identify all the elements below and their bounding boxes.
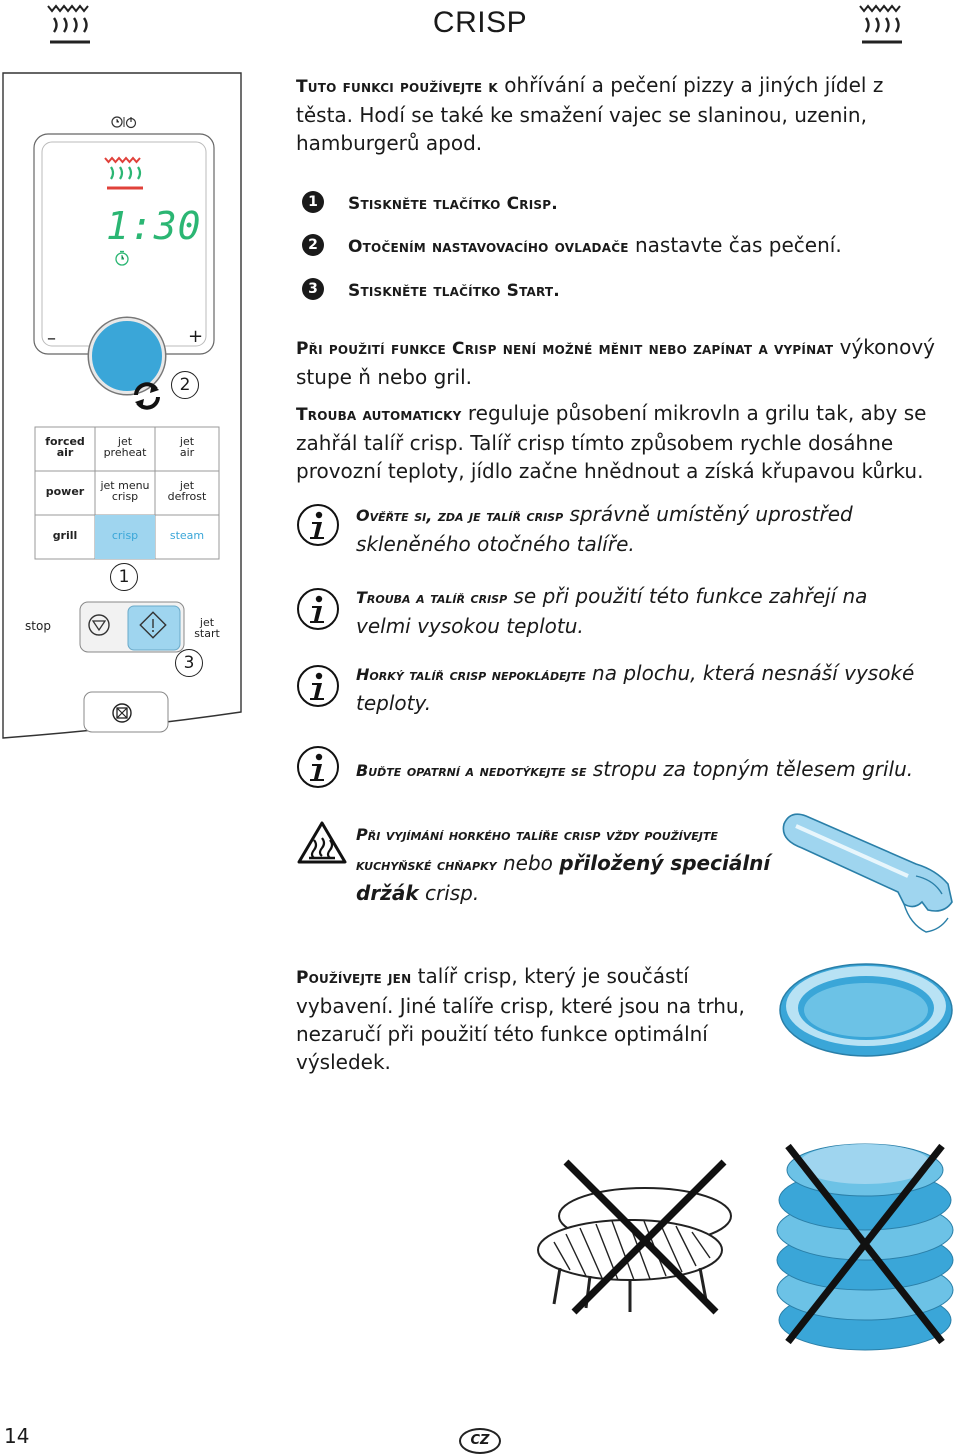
crisp-button[interactable]: crisp — [111, 529, 139, 542]
forced-air-button[interactable]: forced air — [45, 435, 85, 459]
note-grill-ceiling: Buďte opatrní a nedotýkejte se stropu za topným tělesem grilu. — [356, 757, 914, 781]
step-2-number: 2 — [302, 234, 324, 256]
crisp-restriction-paragraph: Při použití funkce Crisp není možné měnit nebo zapínat a vypínat výkonový stupe ň nebo gril. — [296, 335, 935, 389]
jet-menu-crisp-button[interactable]: jet menu crisp — [100, 479, 150, 503]
warning-handler-text: Při vyjímání horkého talíře crisp vždy používejte kuchyňské chňapky nebo přiložený speciální držák crisp. — [356, 825, 771, 905]
display-time: 1:30 — [106, 204, 202, 248]
step-1: Stiskněte tlačítko Crisp. — [348, 194, 558, 214]
jet-preheat-button[interactable]: jet preheat — [103, 435, 147, 459]
callout-3: 3 — [175, 649, 203, 677]
oven-regulation-paragraph: Trouba automaticky reguluje působení mikrovln a grilu tak, aby se zahřál talíř crisp. Talíř crisp tímto způsobem rychle dosáhne provozní teploty, jídlo začne hnědnout a získá křupavou kůrku. — [296, 401, 927, 483]
grill-button[interactable]: grill — [52, 529, 78, 542]
crisp-handle-illustration — [776, 806, 960, 936]
callout-2: 2 — [171, 371, 199, 399]
step-3: Stiskněte tlačítko Start. — [348, 281, 560, 301]
info-icon — [296, 587, 340, 631]
hot-surface-warning-icon — [296, 820, 348, 866]
note-high-temperature: Trouba a talíř crisp se při použití této funkce zahřejí na velmi vysokou teplotu. — [356, 584, 868, 638]
step-2: Otočením nastavovacího ovladače nastavte čas pečení. — [348, 233, 842, 257]
step-1-number: 1 — [302, 191, 324, 213]
header-crisp-icon-right — [856, 4, 908, 50]
page-number: 14 — [4, 1424, 30, 1448]
crossed-out-wire-rack-illustration — [530, 1158, 760, 1316]
intro-paragraph: Tuto funkci používejte k ohřívání a pečení pizzy a jiných jídel z těsta. Hodí se také ke smažení vajec se slaninou, uzenin, hamburgerů apod. — [296, 73, 884, 155]
info-icon — [296, 664, 340, 708]
jet-air-button[interactable]: jet air — [179, 435, 195, 459]
step-3-number: 3 — [302, 278, 324, 300]
jet-defrost-button[interactable]: jet defrost — [167, 479, 207, 503]
crisp-plate-illustration — [776, 952, 956, 1062]
stop-label: stop — [25, 619, 51, 633]
start-button[interactable] — [138, 610, 168, 640]
plus-label: + — [188, 326, 204, 347]
steam-button[interactable]: steam — [169, 529, 205, 542]
info-icon — [296, 503, 340, 547]
display-crisp-icon — [102, 154, 148, 196]
callout-1: 1 — [110, 563, 138, 591]
country-badge: CZ — [459, 1428, 501, 1454]
clock-power-icon — [110, 114, 138, 128]
header-crisp-icon-left — [44, 4, 96, 50]
use-only-supplied-plate-paragraph: Používejte jen talíř crisp, který je součástí vybavení. Jiné talíře crisp, které jsou na trhu, nezaručí při použití této funkce optimální výsledek. — [296, 964, 745, 1074]
door-open-button[interactable] — [107, 700, 137, 726]
rotate-arrows-icon — [130, 379, 164, 413]
note-hot-plate-surface: Horký talíř crisp nepokládejte na plochu, která nesnáší vysoké teploty. — [356, 661, 915, 715]
minus-label: – — [47, 328, 56, 349]
info-icon — [296, 745, 340, 789]
note-placement: Ověřte si, zda je talíř crisp správně umístěný uprostřed skleněného otočného talíře. — [356, 502, 853, 556]
control-panel — [2, 72, 242, 740]
stop-button[interactable] — [84, 610, 114, 640]
crossed-out-stacked-plates-illustration — [770, 1130, 960, 1360]
page-title: CRISP — [432, 6, 528, 39]
power-button[interactable]: power — [45, 485, 85, 498]
jet-start-label: jet start — [194, 616, 220, 640]
timer-icon — [114, 250, 130, 266]
